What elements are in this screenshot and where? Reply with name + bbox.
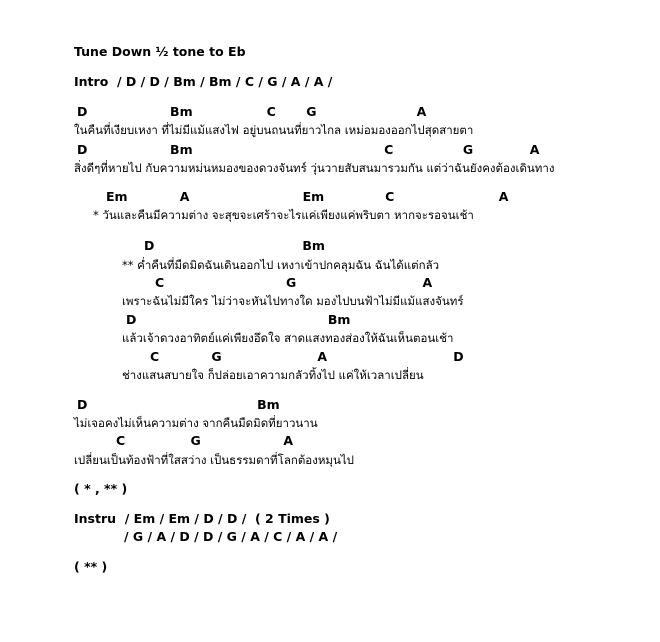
chord-line: D Bm xyxy=(77,397,280,412)
lyric-line: * วันและคืนมีความต่าง จะสุขจะเศร้าจะไรแค่เพียงแค่พริบตา หากจะรอจนเช้า xyxy=(93,208,474,222)
lyric-line: ** ค่ำคืนที่มืดมิดฉันเดินออกไป เหงาเข้าปกคลุมฉัน ฉันได้แต่กลัว xyxy=(122,258,440,272)
lyric-line: ในคืนที่เงียบเหงา ที่ไม่มีแม้แสงไฟ อยู่บนถนนที่ยาวไกล เหม่อมองออกไปสุดสายตา xyxy=(74,123,474,137)
repeat-marker: ( ** ) xyxy=(74,559,108,574)
lyric-line: เปลี่ยนเป็นท้องฟ้าที่ใสสว่าง เป็นธรรมดาที่โลกต้องหมุนไป xyxy=(74,453,354,467)
lyric-line: สิ่งดีๆที่หายไป กับความหม่นหมองของดวงจันทร์ วุ่นวายสับสนมารวมกัน แต่ว่าฉันยังคงต้องเดินทาง xyxy=(74,161,555,175)
chord-line: D Bm xyxy=(126,312,351,327)
repeat-marker: ( * , ** ) xyxy=(74,481,128,496)
intro-line: Intro / D / D / Bm / Bm / C / G / A / A / xyxy=(74,74,333,89)
instrumental-line: / G / A / D / D / G / A / C / A / A / xyxy=(124,529,338,544)
lyric-line: เพราะฉันไม่มีใคร ไม่ว่าจะหันไปทางใด มองไปบนฟ้าไม่มีแม้แสงจันทร์ xyxy=(122,294,464,308)
chord-line: C G A xyxy=(116,433,294,448)
chord-line: C G A xyxy=(155,275,433,290)
chord-line: Em A Em C A xyxy=(106,189,509,204)
tuning-note: Tune Down ½ tone to Eb xyxy=(74,44,246,59)
chord-line: D Bm xyxy=(144,238,325,253)
chord-line: D Bm C G A xyxy=(77,142,540,157)
lyric-line: ไม่เจอคงไม่เห็นความต่าง จากคืนมืดมิดที่ยาวนาน xyxy=(74,416,318,430)
chord-line: C G A D xyxy=(150,349,464,364)
lyric-line: ช่างแสนสบายใจ ก็ปล่อยเอาความกลัวทิ้งไป แค่ให้เวลาเปลี่ยน xyxy=(122,368,424,382)
lyric-line: แล้วเจ้าดวงอาทิตย์แค่เพียงอึดใจ สาดแสงทองส่องให้ฉันเห็นตอนเช้า xyxy=(122,331,454,345)
instrumental-line: Instru / Em / Em / D / D / ( 2 Times ) xyxy=(74,511,330,526)
chord-line: D Bm C G A xyxy=(77,104,427,119)
